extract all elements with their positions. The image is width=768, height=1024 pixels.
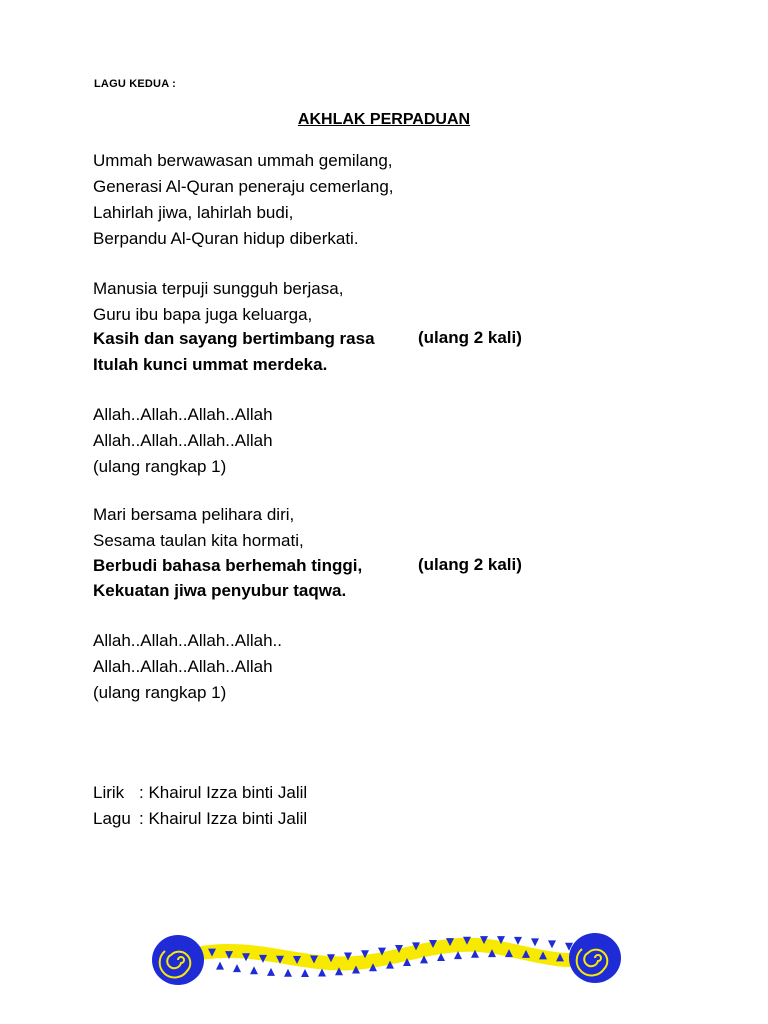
triangle-mark [548, 940, 556, 948]
triangle-mark [301, 969, 309, 977]
stanza-1-line-2: Generasi Al-Quran peneraju cemerlang, [93, 177, 394, 196]
triangle-mark [284, 969, 292, 977]
wavy-ribbon-decoration [150, 925, 625, 995]
stanza-2-line-1: Manusia terpuji sungguh berjasa, [93, 279, 344, 298]
triangle-mark [531, 938, 539, 946]
stanza-4-line-2: Sesama taulan kita hormati, [93, 531, 304, 550]
stanza-1-line-1: Ummah berwawasan ummah gemilang, [93, 151, 393, 170]
credit-melody-value: : Khairul Izza binti Jalil [139, 809, 308, 828]
stanza-5-line-3: (ulang rangkap 1) [93, 683, 227, 702]
stanza-3-line-2: Allah..Allah..Allah..Allah [93, 431, 273, 450]
stanza-2-line-4: Itulah kunci ummat merdeka. [93, 355, 328, 374]
stanza-1-line-3: Lahirlah jiwa, lahirlah budi, [93, 203, 294, 222]
credit-lyrics-value: : Khairul Izza binti Jalil [139, 783, 308, 802]
credit-lyrics [93, 782, 307, 804]
credit-melody [93, 808, 307, 830]
stanza-2-line-2: Guru ibu bapa juga keluarga, [93, 305, 313, 324]
stanza-2-repeat-note: (ulang 2 kali) [418, 328, 522, 347]
left-spiral-icon [152, 935, 204, 985]
stanza-4-line-4: Kekuatan jiwa penyubur taqwa. [93, 581, 347, 600]
triangle-mark [318, 968, 326, 976]
triangle-mark [216, 962, 224, 970]
credit-lyrics-label: Lirik [93, 783, 125, 802]
stanza-4-repeat-note: (ulang 2 kali) [418, 555, 522, 574]
ribbon-icon [195, 938, 590, 971]
triangle-mark [514, 937, 522, 945]
song-title: AKHLAK PERPADUAN [297, 111, 471, 128]
triangle-mark [250, 966, 258, 974]
stanza-4-line-1: Mari bersama pelihara diri, [93, 505, 295, 524]
song-number-label: LAGU KEDUA : [94, 78, 177, 90]
triangle-mark [233, 964, 241, 972]
stanza-2-line-3: Kasih dan sayang bertimbang rasa [93, 329, 375, 348]
stanza-3-line-3: (ulang rangkap 1) [93, 457, 227, 476]
stanza-3-line-1: Allah..Allah..Allah..Allah [93, 405, 273, 424]
triangle-mark [267, 968, 275, 976]
stanza-4-line-3: Berbudi bahasa berhemah tinggi, [93, 556, 363, 575]
stanza-5-line-2: Allah..Allah..Allah..Allah [93, 657, 273, 676]
credit-melody-label: Lagu [93, 809, 131, 828]
stanza-5-line-1: Allah..Allah..Allah..Allah.. [93, 631, 282, 650]
right-spiral-icon [569, 933, 621, 983]
stanza-1-line-4: Berpandu Al-Quran hidup diberkati. [93, 229, 359, 248]
